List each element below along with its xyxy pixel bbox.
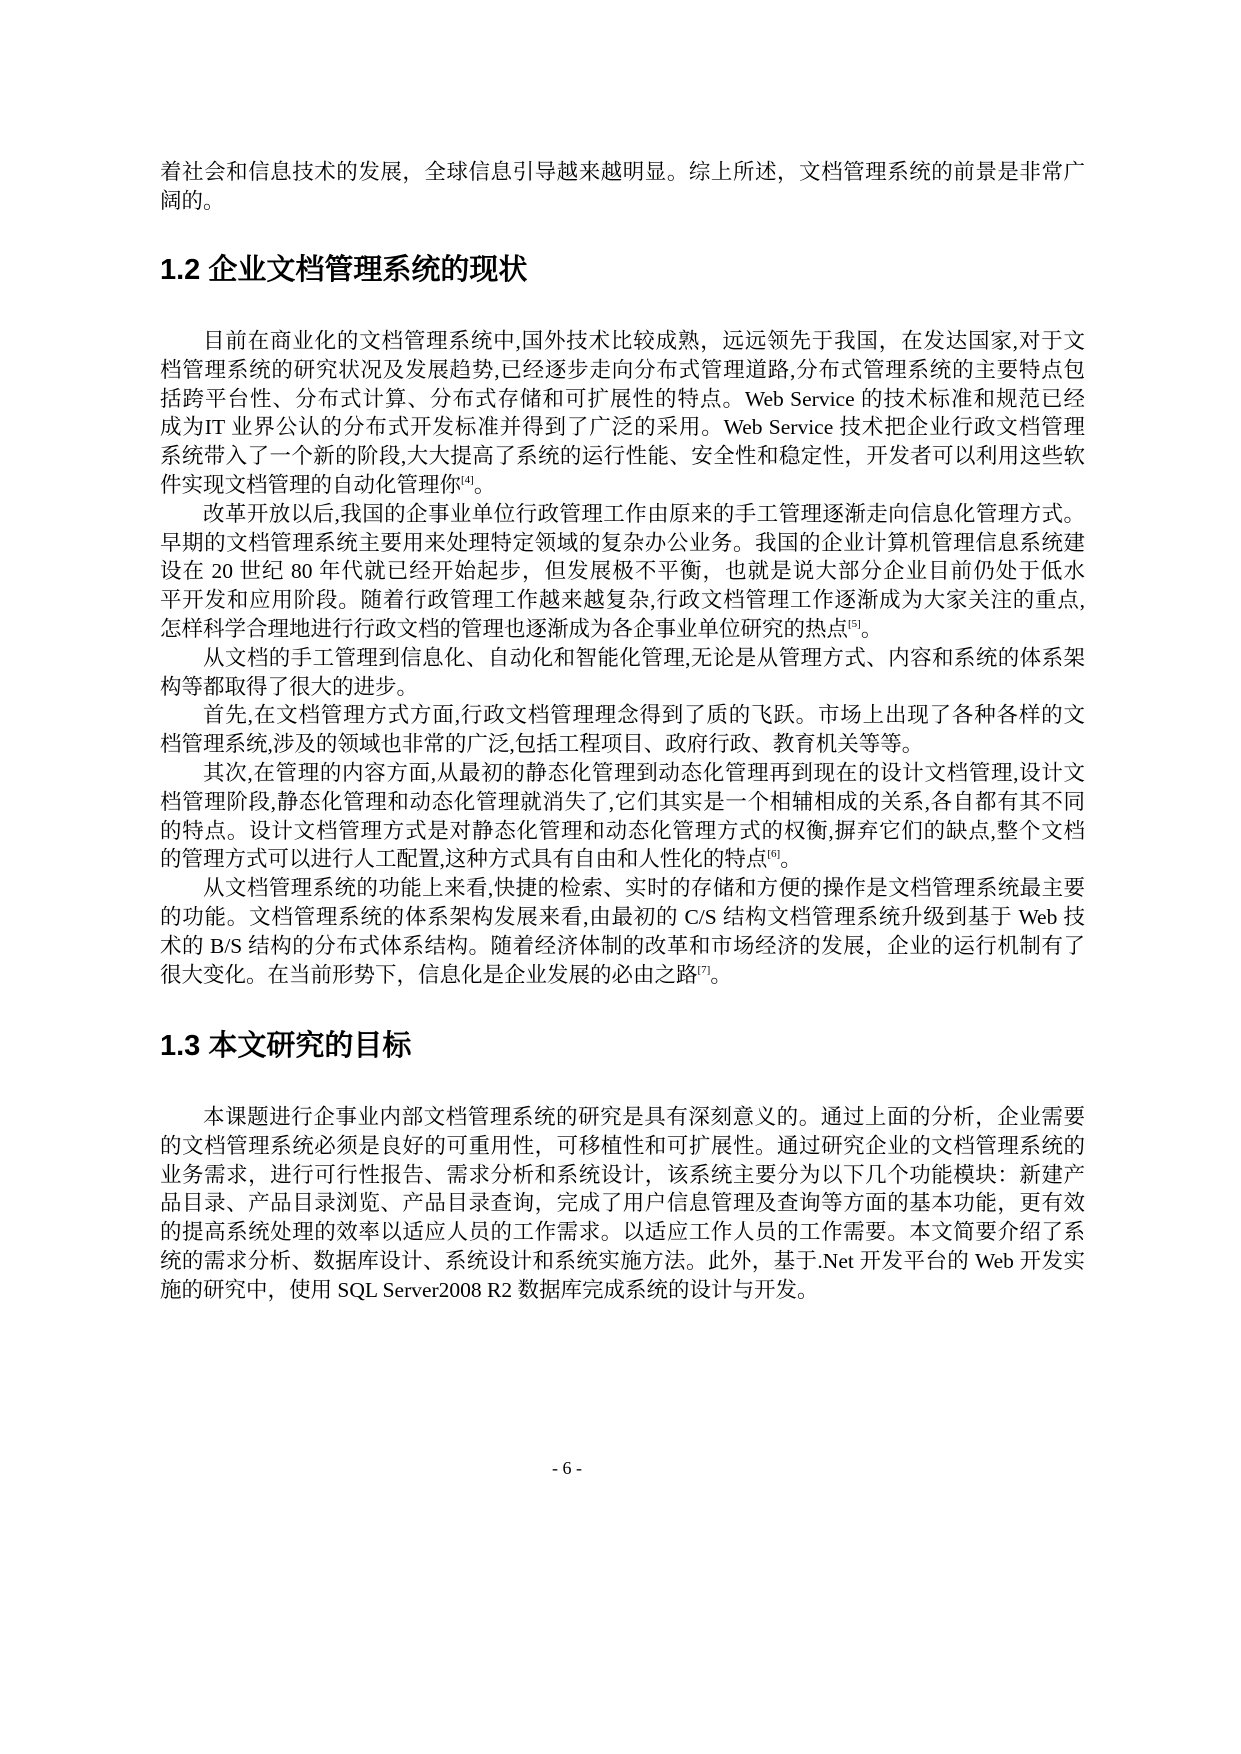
line-tail: 。: [473, 472, 496, 497]
text-line: 的提高系统处理的效率以适应人员的工作需求。以适应工作人员的工作需要。本文简要介绍了系: [160, 1220, 1085, 1245]
text-line: 的特点。设计文档管理方式是对静态化管理和动态化管理方式的权衡,摒弃它们的缺点,整个文档: [160, 818, 1085, 843]
text-line: 施的研究中，使用 SQL Server2008 R2 数据库完成系统的设计与开发。: [160, 1277, 819, 1302]
text-line: 阔的。: [160, 188, 225, 213]
section-body: [160, 327, 1085, 989]
line-text: 件实现文档管理的自动化管理你: [160, 472, 462, 497]
line-tail: 。: [710, 962, 732, 987]
text-line: 本课题进行企事业内部文档管理系统的研究是具有深刻意义的。通过上面的分析，企业需要: [203, 1105, 1085, 1129]
text-line: 品目录、产品目录浏览、产品目录查询，完成了用户信息管理及查询等方面的基本功能，更有效: [160, 1191, 1085, 1216]
paragraph: [160, 759, 1085, 874]
paragraph: [160, 701, 1085, 759]
page-number: - 6 -: [552, 1458, 582, 1478]
text-line: [160, 845, 1085, 874]
line-text: 很大变化。在当前形势下，信息化是企业发展的必由之路: [160, 962, 698, 987]
text-line: 的功能。文档管理系统的体系架构发展来看,由最初的 C/S 结构文档管理系统升级到基于 Web 技: [160, 904, 1085, 929]
text-line: 着社会和信息技术的发展，全球信息引导越来越明显。综上所述，文档管理系统的前景是非常广: [160, 160, 1085, 184]
text-line: 从文档的手工管理到信息化、自动化和智能化管理,无论是从管理方式、内容和系统的体系架: [203, 645, 1085, 670]
paragraph: [160, 500, 1085, 644]
text-line: 档管理系统的研究状况及发展趋势,已经逐步走向分布式管理道路,分布式管理系统的主要特点包: [160, 357, 1085, 382]
text-line: 成为IT 业界公认的分布式开发标准并得到了广泛的采用。Web Service 技术把企业行政文档管理: [160, 415, 1085, 440]
line-tail: 。: [780, 847, 802, 872]
text-line: 改革开放以后,我国的企事业单位行政管理工作由原来的手工管理逐渐走向信息化管理方式。: [203, 501, 1085, 526]
section-heading: 1.2 企业文档管理系统的现状: [160, 254, 528, 286]
text-line: 系统带入了一个新的阶段,大大提高了系统的运行性能、安全性和稳定性，开发者可以利用这些软: [160, 444, 1085, 469]
text-line: [160, 961, 1085, 990]
text-line: 平开发和应用阶段。随着行政管理工作越来越复杂,行政文档管理工作逐渐成为大家关注的重点,: [160, 588, 1085, 613]
section-heading: 1.3 本文研究的目标: [160, 1030, 412, 1062]
paragraph: [160, 874, 1085, 989]
text-line: 构等都取得了很大的进步。: [160, 674, 419, 699]
line-text: 怎样科学合理地进行行政文档的管理也逐渐成为各企事业单位研究的热点: [160, 616, 849, 641]
section-body: [160, 1103, 1085, 1305]
line-tail: 。: [860, 616, 883, 641]
text-line: 档管理阶段,静态化管理和动态化管理就消失了,它们其实是一个相辅相成的关系,各自都有其不同: [160, 789, 1085, 814]
citation-ref: [5]: [848, 617, 861, 630]
text-line: 从文档管理系统的功能上来看,快捷的检索、实时的存储和方便的操作是文档管理系统最主要: [203, 876, 1085, 901]
text-line: 业务需求，进行可行性报告、需求分析和系统设计，该系统主要分为以下几个功能模块：新建产: [160, 1162, 1085, 1187]
text-line: 目前在商业化的文档管理系统中,国外技术比较成熟，远远领先于我国，在发达国家,对于文: [203, 329, 1085, 353]
text-line: 档管理系统,涉及的领域也非常的广泛,包括工程项目、政府行政、教育机关等等。: [160, 732, 924, 757]
line-text: 的管理方式可以进行人工配置,这种方式具有自由和人性化的特点: [160, 847, 768, 872]
text-line: [160, 471, 1085, 500]
citation-ref: [7]: [697, 963, 711, 976]
text-line: 早期的文档管理系统主要用来处理特定领域的复杂办公业务。我国的企业计算机管理信息系统建: [160, 530, 1085, 555]
citation-ref: [4]: [461, 473, 474, 486]
text-line: 其次,在管理的内容方面,从最初的静态化管理到动态化管理再到现在的设计文档管理,设计文: [203, 760, 1085, 785]
text-line: 括跨平台性、分布式计算、分布式存储和可扩展性的特点。Web Service 的技术标准和规范已经: [160, 386, 1085, 411]
paragraph: [160, 1103, 1085, 1305]
citation-ref: [6]: [767, 848, 781, 861]
text-line: [160, 615, 1085, 644]
paragraph: [160, 327, 1085, 500]
text-line: 首先,在文档管理方式方面,行政文档管理理念得到了质的飞跃。市场上出现了各种各样的文: [203, 703, 1085, 728]
continued-paragraph: [160, 158, 1085, 216]
paragraph: [160, 644, 1085, 702]
text-line: 的文档管理系统必须是良好的可重用性，可移植性和可扩展性。通过研究企业的文档管理系统的: [160, 1133, 1085, 1158]
text-line: 统的需求分析、数据库设计、系统设计和系统实施方法。此外，基于.Net 开发平台的 Web 开发实: [160, 1248, 1085, 1273]
text-line: 设在 20 世纪 80 年代就已经开始起步，但发展极不平衡，也就是说大部分企业目前仍处于低水: [160, 559, 1085, 584]
text-line: 术的 B/S 结构的分布式体系结构。随着经济体制的改革和市场经济的发展，企业的运行机制有了: [160, 933, 1085, 958]
